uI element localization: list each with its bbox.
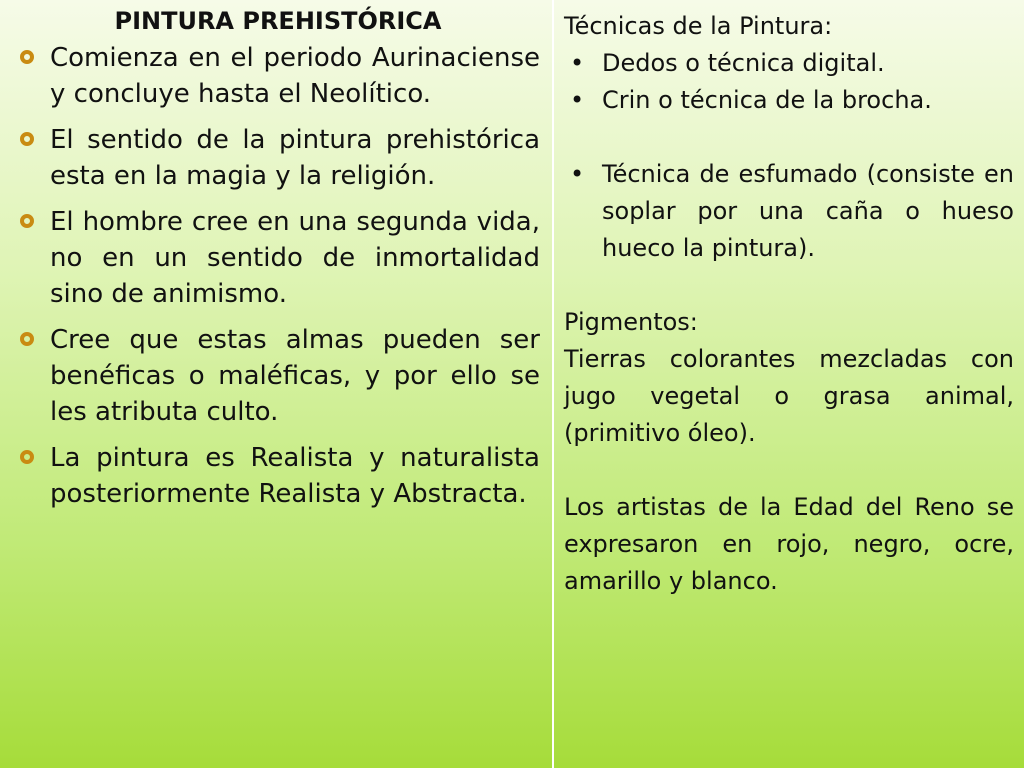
left-bullet-list <box>16 40 540 512</box>
dot-bullet-icon: • <box>570 49 585 77</box>
left-bullet-item <box>16 322 540 430</box>
left-bullet-text: El sentido de la pintura prehistórica esta en la magia y la religión. <box>50 125 540 191</box>
tecnicas-list <box>564 45 1014 119</box>
spacer <box>564 119 1014 156</box>
spacer <box>564 452 1014 489</box>
tecnicas-title: Técnicas de la Pintura: <box>564 12 833 40</box>
ring-bullet-icon <box>20 450 34 464</box>
tecnicas-item <box>564 82 1014 119</box>
tecnicas-item-text: Dedos o técnica digital. <box>602 49 885 77</box>
pigmentos-text: Tierras colorantes mezcladas con jugo vegetal o grasa animal, (primitivo óleo). <box>564 345 1014 447</box>
left-bullet-item <box>16 122 540 194</box>
right-column <box>554 0 1024 768</box>
esfumado-list <box>564 156 1014 267</box>
left-heading: PINTURA PREHISTÓRICA <box>114 7 442 35</box>
spacer <box>564 267 1014 304</box>
pigmentos-title: Pigmentos: <box>564 308 698 336</box>
esfumado-item-text: Técnica de esfumado (consiste en soplar por una caña o hueso hueco la pintura). <box>602 160 1014 262</box>
left-bullet-text: El hombre cree en una segunda vida, no en un sentido de inmortalidad sino de animismo. <box>50 207 540 309</box>
ring-bullet-icon <box>20 332 34 346</box>
dot-bullet-icon: • <box>570 86 585 114</box>
ring-bullet-icon <box>20 214 34 228</box>
left-bullet-item <box>16 204 540 312</box>
left-bullet-text: Comienza en el periodo Aurinaciense y concluye hasta el Neolítico. <box>50 43 540 109</box>
left-bullet-item <box>16 440 540 512</box>
left-bullet-item <box>16 40 540 112</box>
ring-bullet-icon <box>20 50 34 64</box>
tecnicas-item-text: Crin o técnica de la brocha. <box>602 86 932 114</box>
left-bullet-text: Cree que estas almas pueden ser benéficas o maléficas, y por ello se les atributa culto. <box>50 325 540 427</box>
artistas-text: Los artistas de la Edad del Reno se expresaron en rojo, negro, ocre, amarillo y blanco. <box>564 493 1014 595</box>
ring-bullet-icon <box>20 132 34 146</box>
left-bullet-text: La pintura es Realista y naturalista posteriormente Realista y Abstracta. <box>50 443 540 509</box>
esfumado-item <box>564 156 1014 267</box>
dot-bullet-icon: • <box>570 160 585 188</box>
tecnicas-item <box>564 45 1014 82</box>
